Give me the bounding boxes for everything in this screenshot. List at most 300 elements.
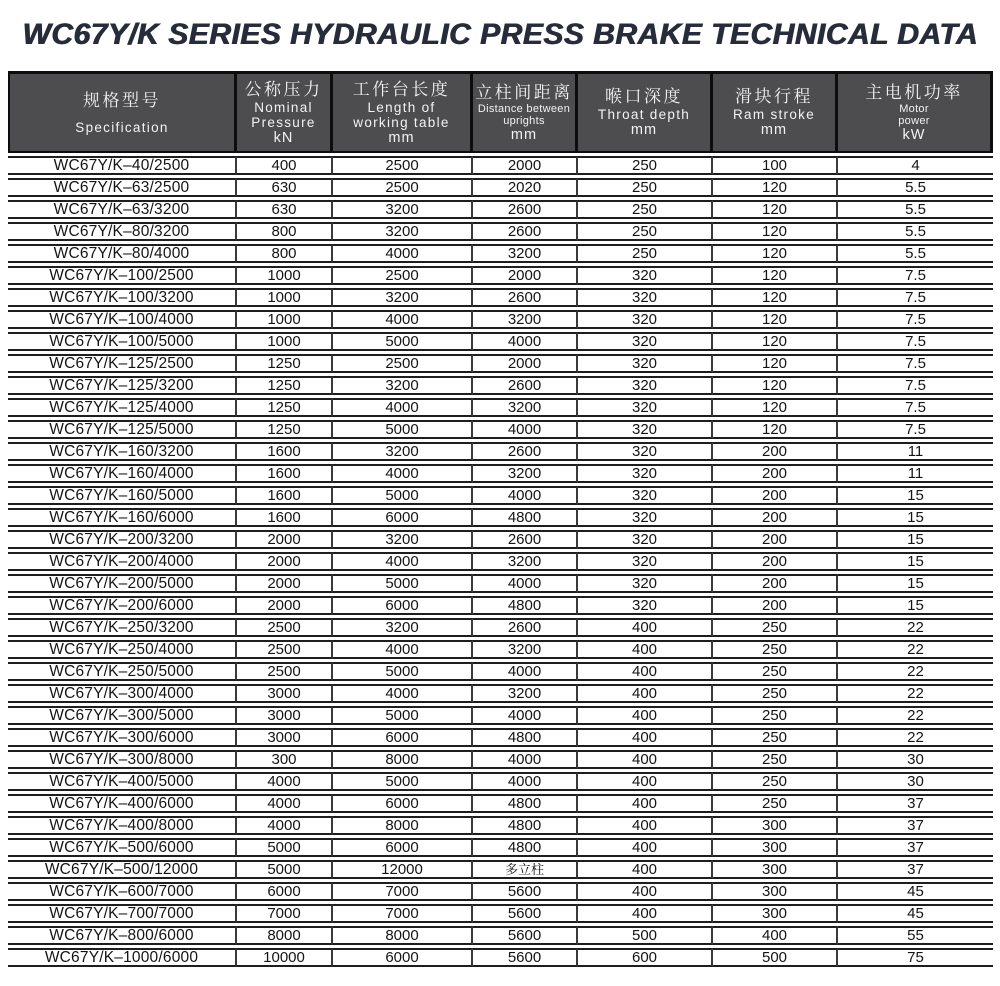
value-cell: 320: [578, 508, 713, 527]
value-cell: 3200: [473, 398, 578, 417]
value-cell: 4000: [333, 310, 473, 329]
value-cell: 37: [838, 794, 993, 813]
value-cell: 400: [578, 794, 713, 813]
value-cell: 2000: [473, 156, 578, 175]
value-cell: 320: [578, 464, 713, 483]
value-cell: 2500: [237, 662, 333, 681]
table-body: [8, 156, 993, 967]
value-cell: 300: [713, 838, 838, 857]
model-cell: WC67Y/K–250/5000: [8, 662, 237, 681]
table-row: [8, 288, 993, 307]
table-row: [8, 904, 993, 923]
model-cell: WC67Y/K–1000/6000: [8, 948, 237, 967]
value-cell: 400: [237, 156, 333, 175]
value-cell: 5600: [473, 948, 578, 967]
table-row: [8, 596, 993, 615]
column-header-stack: [578, 74, 710, 151]
value-cell: 500: [713, 948, 838, 967]
value-cell: 2000: [237, 552, 333, 571]
value-cell: 5600: [473, 904, 578, 923]
value-cell: 120: [713, 420, 838, 439]
model-cell: WC67Y/K–700/7000: [8, 904, 237, 923]
value-cell: 250: [713, 662, 838, 681]
column-header-stack: [237, 74, 330, 151]
value-cell: 2020: [473, 178, 578, 197]
value-cell: 15: [838, 508, 993, 527]
value-cell: 630: [237, 200, 333, 219]
value-cell: 4800: [473, 794, 578, 813]
value-cell: 320: [578, 596, 713, 615]
value-cell: 250: [578, 156, 713, 175]
table-row: [8, 376, 993, 395]
value-cell: 3200: [333, 530, 473, 549]
table-row: [8, 398, 993, 417]
value-cell: 4800: [473, 816, 578, 835]
column-header-cn: 立柱间距离: [475, 82, 573, 102]
value-cell: 1600: [237, 486, 333, 505]
value-cell: 320: [578, 398, 713, 417]
model-cell: WC67Y/K–100/5000: [8, 332, 237, 351]
value-cell: 37: [838, 838, 993, 857]
value-cell: 22: [838, 728, 993, 747]
table-header: [8, 71, 993, 153]
column-header-specification: [8, 71, 237, 153]
value-cell: 10000: [237, 948, 333, 967]
table-row: [8, 332, 993, 351]
table-row: [8, 816, 993, 835]
column-header-nominal-pressure: [237, 71, 333, 153]
value-cell: 15: [838, 530, 993, 549]
value-cell: 3200: [473, 244, 578, 263]
value-cell: 55: [838, 926, 993, 945]
value-cell: 4800: [473, 508, 578, 527]
table-row: [8, 948, 993, 967]
value-cell: 6000: [333, 508, 473, 527]
value-cell: 30: [838, 772, 993, 791]
model-cell: WC67Y/K–125/4000: [8, 398, 237, 417]
value-cell: 7.5: [838, 310, 993, 329]
value-cell: 5000: [333, 574, 473, 593]
column-header-en: Nominal: [254, 99, 313, 115]
value-cell: 6000: [333, 794, 473, 813]
model-cell: WC67Y/K–63/3200: [8, 200, 237, 219]
value-cell: 7.5: [838, 376, 993, 395]
value-cell: 5.5: [838, 200, 993, 219]
model-cell: WC67Y/K–125/5000: [8, 420, 237, 439]
table-row: [8, 838, 993, 857]
value-cell: 250: [713, 640, 838, 659]
model-cell: WC67Y/K–125/3200: [8, 376, 237, 395]
value-cell: 11: [838, 442, 993, 461]
value-cell: 300: [237, 750, 333, 769]
table-row: [8, 552, 993, 571]
value-cell: 2600: [473, 442, 578, 461]
value-cell: 15: [838, 552, 993, 571]
table-row: [8, 684, 993, 703]
value-cell: 15: [838, 486, 993, 505]
value-cell: 多立柱: [473, 860, 578, 879]
column-header-unit: kN: [273, 129, 294, 146]
value-cell: 7000: [333, 904, 473, 923]
value-cell: 300: [713, 882, 838, 901]
value-cell: 2600: [473, 288, 578, 307]
value-cell: 250: [578, 178, 713, 197]
column-header-en: Specification: [75, 119, 169, 135]
model-cell: WC67Y/K–300/5000: [8, 706, 237, 725]
value-cell: 2500: [333, 266, 473, 285]
model-cell: WC67Y/K–63/2500: [8, 178, 237, 197]
value-cell: 2600: [473, 376, 578, 395]
value-cell: 3200: [473, 684, 578, 703]
value-cell: 7.5: [838, 332, 993, 351]
table-row: [8, 178, 993, 197]
value-cell: 4000: [473, 772, 578, 791]
value-cell: 1600: [237, 464, 333, 483]
value-cell: 2500: [237, 640, 333, 659]
table-row: [8, 662, 993, 681]
value-cell: 320: [578, 376, 713, 395]
value-cell: 5000: [333, 332, 473, 351]
table-row: [8, 508, 993, 527]
value-cell: 5000: [333, 420, 473, 439]
model-cell: WC67Y/K–160/6000: [8, 508, 237, 527]
value-cell: 2000: [237, 596, 333, 615]
model-cell: WC67Y/K–400/5000: [8, 772, 237, 791]
value-cell: 120: [713, 376, 838, 395]
value-cell: 22: [838, 662, 993, 681]
column-header-throat-depth: [578, 71, 713, 153]
table-row: [8, 640, 993, 659]
value-cell: 400: [578, 750, 713, 769]
model-cell: WC67Y/K–200/3200: [8, 530, 237, 549]
column-header-stack: [10, 74, 234, 151]
column-header-en: Pressure: [251, 114, 316, 130]
column-header-en: Length of: [367, 99, 436, 115]
column-header-cn: 公称压力: [244, 79, 323, 99]
page-title: WC67Y/K SERIES HYDRAULIC PRESS BRAKE TECHNICAL DATA: [22, 18, 978, 51]
value-cell: 400: [578, 882, 713, 901]
value-cell: 800: [237, 244, 333, 263]
model-cell: WC67Y/K–300/8000: [8, 750, 237, 769]
value-cell: 1000: [237, 266, 333, 285]
value-cell: 5000: [333, 706, 473, 725]
table-row: [8, 706, 993, 725]
value-cell: 320: [578, 442, 713, 461]
value-cell: 4000: [237, 772, 333, 791]
value-cell: 120: [713, 354, 838, 373]
model-cell: WC67Y/K–80/3200: [8, 222, 237, 241]
value-cell: 2000: [237, 574, 333, 593]
value-cell: 1250: [237, 376, 333, 395]
value-cell: 4000: [333, 464, 473, 483]
value-cell: 7000: [333, 882, 473, 901]
value-cell: 250: [713, 618, 838, 637]
technical-data-table: [8, 68, 993, 970]
value-cell: 3200: [333, 442, 473, 461]
value-cell: 1250: [237, 398, 333, 417]
table-row: [8, 200, 993, 219]
value-cell: 7.5: [838, 398, 993, 417]
value-cell: 400: [578, 706, 713, 725]
model-cell: WC67Y/K–250/4000: [8, 640, 237, 659]
model-cell: WC67Y/K–500/12000: [8, 860, 237, 879]
value-cell: 320: [578, 574, 713, 593]
value-cell: 2500: [333, 156, 473, 175]
value-cell: 22: [838, 684, 993, 703]
value-cell: 3200: [333, 200, 473, 219]
value-cell: 5600: [473, 926, 578, 945]
value-cell: 320: [578, 486, 713, 505]
column-header-working-table-length: [333, 71, 473, 153]
value-cell: 100: [713, 156, 838, 175]
model-cell: WC67Y/K–100/2500: [8, 266, 237, 285]
value-cell: 120: [713, 178, 838, 197]
column-header-en: Motor: [899, 102, 929, 115]
value-cell: 1250: [237, 354, 333, 373]
value-cell: 250: [578, 244, 713, 263]
table-row: [8, 222, 993, 241]
table-row: [8, 244, 993, 263]
value-cell: 1000: [237, 332, 333, 351]
value-cell: 5000: [237, 860, 333, 879]
table-row: [8, 486, 993, 505]
value-cell: 400: [578, 838, 713, 857]
table-row: [8, 310, 993, 329]
value-cell: 1600: [237, 508, 333, 527]
column-header-unit: mm: [760, 122, 788, 138]
value-cell: 5000: [333, 772, 473, 791]
value-cell: 7.5: [838, 420, 993, 439]
value-cell: 2600: [473, 200, 578, 219]
table-row: [8, 794, 993, 813]
table-row: [8, 728, 993, 747]
value-cell: 4000: [473, 750, 578, 769]
value-cell: 3000: [237, 706, 333, 725]
value-cell: 3200: [473, 640, 578, 659]
model-cell: WC67Y/K–250/3200: [8, 618, 237, 637]
model-cell: WC67Y/K–100/4000: [8, 310, 237, 329]
value-cell: 250: [713, 750, 838, 769]
value-cell: 120: [713, 288, 838, 307]
value-cell: 600: [578, 948, 713, 967]
table-row: [8, 750, 993, 769]
value-cell: 3200: [473, 552, 578, 571]
column-header-stack: [838, 74, 990, 151]
value-cell: 200: [713, 464, 838, 483]
value-cell: 4000: [237, 816, 333, 835]
value-cell: 30: [838, 750, 993, 769]
model-cell: WC67Y/K–100/3200: [8, 288, 237, 307]
value-cell: 1000: [237, 288, 333, 307]
value-cell: 320: [578, 266, 713, 285]
value-cell: 800: [237, 222, 333, 241]
value-cell: 200: [713, 530, 838, 549]
value-cell: 2500: [333, 178, 473, 197]
value-cell: 4000: [333, 640, 473, 659]
model-cell: WC67Y/K–160/5000: [8, 486, 237, 505]
value-cell: 3000: [237, 728, 333, 747]
value-cell: 400: [713, 926, 838, 945]
column-header-unit: mm: [510, 126, 538, 143]
value-cell: 400: [578, 860, 713, 879]
value-cell: 15: [838, 596, 993, 615]
value-cell: 3200: [473, 310, 578, 329]
value-cell: 4000: [333, 684, 473, 703]
column-header-en: power: [898, 114, 930, 127]
column-header-unit: mm: [388, 129, 415, 146]
value-cell: 2600: [473, 530, 578, 549]
model-cell: WC67Y/K–200/6000: [8, 596, 237, 615]
value-cell: 320: [578, 354, 713, 373]
model-cell: WC67Y/K–80/4000: [8, 244, 237, 263]
table-row: [8, 266, 993, 285]
value-cell: 4000: [473, 662, 578, 681]
value-cell: 1250: [237, 420, 333, 439]
column-header-cn: 工作台长度: [352, 79, 451, 99]
value-cell: 7000: [237, 904, 333, 923]
value-cell: 3200: [473, 464, 578, 483]
value-cell: 500: [578, 926, 713, 945]
value-cell: 5.5: [838, 178, 993, 197]
column-header-unit: kW: [902, 126, 926, 143]
value-cell: 5.5: [838, 244, 993, 263]
value-cell: 15: [838, 574, 993, 593]
column-header-en: uprights: [503, 114, 545, 127]
value-cell: 6000: [333, 596, 473, 615]
value-cell: 8000: [333, 750, 473, 769]
value-cell: 400: [578, 662, 713, 681]
table-row: [8, 926, 993, 945]
table-row: [8, 420, 993, 439]
value-cell: 2600: [473, 222, 578, 241]
value-cell: 45: [838, 882, 993, 901]
value-cell: 37: [838, 816, 993, 835]
value-cell: 120: [713, 222, 838, 241]
value-cell: 12000: [333, 860, 473, 879]
value-cell: 4000: [237, 794, 333, 813]
value-cell: 7.5: [838, 354, 993, 373]
value-cell: 320: [578, 530, 713, 549]
value-cell: 4000: [473, 486, 578, 505]
value-cell: 2000: [473, 266, 578, 285]
column-header-cn: 滑块行程: [735, 87, 813, 106]
value-cell: 4000: [473, 332, 578, 351]
value-cell: 5000: [333, 662, 473, 681]
value-cell: 4000: [333, 398, 473, 417]
column-header-cn: 主电机功率: [865, 82, 963, 102]
value-cell: 320: [578, 310, 713, 329]
value-cell: 200: [713, 552, 838, 571]
model-cell: WC67Y/K–40/2500: [8, 156, 237, 175]
value-cell: 120: [713, 398, 838, 417]
column-header-en: Distance between: [477, 102, 571, 115]
table-header-row: [8, 71, 993, 153]
value-cell: 5000: [237, 838, 333, 857]
column-header-stack: [333, 74, 470, 151]
value-cell: 4000: [333, 244, 473, 263]
value-cell: 120: [713, 266, 838, 285]
value-cell: 4000: [473, 420, 578, 439]
column-header-en: Ram stroke: [732, 107, 816, 122]
value-cell: 200: [713, 574, 838, 593]
table-row: [8, 574, 993, 593]
column-header-en: Throat depth: [597, 107, 691, 122]
column-header-ram-stroke: [713, 71, 838, 153]
value-cell: 300: [713, 816, 838, 835]
value-cell: 1000: [237, 310, 333, 329]
column-header-motor-power: [838, 71, 993, 153]
value-cell: 6000: [237, 882, 333, 901]
value-cell: 120: [713, 332, 838, 351]
model-cell: WC67Y/K–400/8000: [8, 816, 237, 835]
value-cell: 400: [578, 640, 713, 659]
value-cell: 8000: [237, 926, 333, 945]
value-cell: 120: [713, 244, 838, 263]
value-cell: 2600: [473, 618, 578, 637]
model-cell: WC67Y/K–500/6000: [8, 838, 237, 857]
value-cell: 7.5: [838, 266, 993, 285]
value-cell: 250: [713, 794, 838, 813]
value-cell: 7.5: [838, 288, 993, 307]
value-cell: 37: [838, 860, 993, 879]
value-cell: 200: [713, 596, 838, 615]
value-cell: 300: [713, 904, 838, 923]
column-header-stack: [713, 74, 835, 151]
value-cell: 75: [838, 948, 993, 967]
value-cell: 200: [713, 508, 838, 527]
column-header-en: working table: [353, 114, 450, 130]
value-cell: 320: [578, 288, 713, 307]
value-cell: 4000: [473, 706, 578, 725]
table-row: [8, 772, 993, 791]
value-cell: 250: [578, 200, 713, 219]
value-cell: 300: [713, 860, 838, 879]
model-cell: WC67Y/K–160/3200: [8, 442, 237, 461]
value-cell: 2500: [333, 354, 473, 373]
value-cell: 2000: [237, 530, 333, 549]
table-row: [8, 618, 993, 637]
value-cell: 6000: [333, 838, 473, 857]
value-cell: 8000: [333, 816, 473, 835]
column-header-stack: [473, 74, 575, 151]
table-row: [8, 156, 993, 175]
value-cell: 250: [713, 728, 838, 747]
value-cell: 400: [578, 904, 713, 923]
table-row: [8, 860, 993, 879]
table-row: [8, 882, 993, 901]
value-cell: 400: [578, 728, 713, 747]
value-cell: 120: [713, 200, 838, 219]
value-cell: 250: [713, 772, 838, 791]
value-cell: 250: [713, 706, 838, 725]
value-cell: 120: [713, 310, 838, 329]
value-cell: 320: [578, 552, 713, 571]
value-cell: 45: [838, 904, 993, 923]
value-cell: 320: [578, 420, 713, 439]
value-cell: 6000: [333, 948, 473, 967]
value-cell: 2000: [473, 354, 578, 373]
model-cell: WC67Y/K–400/6000: [8, 794, 237, 813]
value-cell: 4800: [473, 838, 578, 857]
model-cell: WC67Y/K–125/2500: [8, 354, 237, 373]
table-row: [8, 464, 993, 483]
model-cell: WC67Y/K–300/6000: [8, 728, 237, 747]
model-cell: WC67Y/K–300/4000: [8, 684, 237, 703]
value-cell: 4000: [473, 574, 578, 593]
value-cell: 11: [838, 464, 993, 483]
value-cell: 3200: [333, 376, 473, 395]
value-cell: 400: [578, 772, 713, 791]
